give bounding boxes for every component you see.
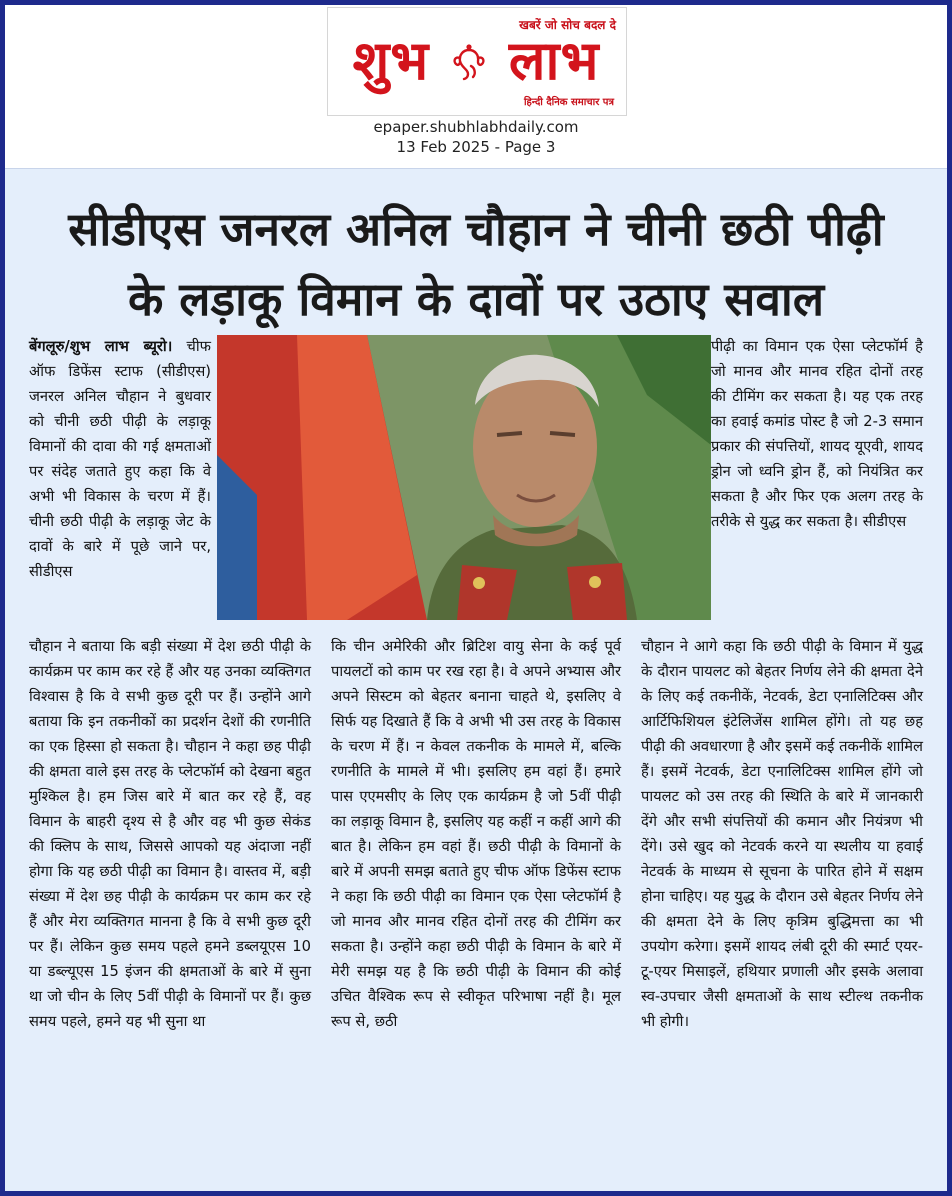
column-3-top: [711, 334, 923, 534]
column-1-top: [29, 334, 211, 584]
photo-image: [217, 335, 711, 620]
logo-wordmark: [338, 29, 614, 92]
column-2: [331, 634, 621, 1034]
dateline: बेंगलूरु/शुभ लाभ ब्यूरो।: [29, 338, 173, 355]
column-3-bottom: [641, 634, 923, 1034]
headline-line-2: के लड़ाकू विमान के दावों पर उठाए सवाल: [127, 272, 825, 326]
source-url[interactable]: epaper.shubhlabhdaily.com: [373, 118, 579, 136]
article-photo: [217, 335, 711, 620]
ganesh-icon: [449, 44, 489, 84]
logo-subtitle: हिन्दी दैनिक समाचार पत्र: [523, 97, 614, 108]
article-clipping: [5, 168, 947, 1191]
source-date-page: 13 Feb 2025 - Page 3: [396, 138, 556, 156]
headline-line-1: सीडीएस जनरल अनिल चौहान ने चीनी छठी पीढ़ी: [68, 202, 884, 256]
page-frame: [5, 5, 947, 1191]
column-2-text: कि चीन अमेरिकी और ब्रिटिश वायु सेना के कई पूर्व पायलटों को काम पर रख रहा है। वे अपने अभ्यास और अपने सिस्टम को बेहतर बनाना चाहते थे, इसलिए वे सिर्फ यह दिखाते हैं कि वे अभी भी उस तरह के विकास के चरण में हैं। न केवल तकनीक के मामले में, बल्कि रणनीति के मामले में भी। इसलिए हम वहां हैं। हमारे पास एएमसीए के लिए एक कार्यक्रम है जो 5वीं पीढ़ी का लड़ाकू विमान है, इसलिए यह कहीं न कहीं आगे की बात है। लेकिन हम वहां हैं। छठी पीढ़ी के विमानों के बारे में अपनी समझ बताते हुए चीफ ऑफ डिफेंस स्टाफ ने कहा कि छठी पीढ़ी का विमान एक ऐसा प्लेटफॉर्म है जो मानव और मानव रहित दोनों तरह की टीमिंग कर सकता है। उन्होंने कहा छठी पीढ़ी के विमान के बारे में मेरी समझ यह है कि छठी पीढ़ी के विमान की कोई उचित वैश्विक रूप से स्वीकृत परिभाषा नहीं है। मूल रूप से, छठी: [331, 638, 621, 1030]
logo-tagline: खबरें जो सोच बदल दे: [519, 18, 616, 32]
column-1-bottom-text: चौहान ने बताया कि बड़ी संख्या में देश छठी पीढ़ी के कार्यक्रम पर काम कर रहे हैं और यह उनका व्यक्तिगत विश्वास है कि वे सभी कुछ दूरी पर हैं। उन्होंने आगे बताया कि इन तकनीकों का प्रदर्शन देशों की रणनीति का एक हिस्सा हो सकता है। चौहान ने कहा छह पीढ़ी की क्षमता वाले इस तरह के प्लेटफॉर्म को देखना बहुत मुश्किल है। हम जिस बारे में बात कर रहे हैं, वह विमान के बाहरी दृश्य से है और वह भी कुछ सेकंड की क्लिप के साथ, जिससे आपको यह अंदाजा नहीं होगा कि यह छठी पीढ़ी का विमान है। वास्तव में, बड़ी संख्या में देश छह पीढ़ी के कार्यक्रम पर काम कर रहे हैं और मेरा व्यक्तिगत मानना है कि वे सभी कुछ दूरी पर हैं। लेकिन कुछ समय पहले हमने डब्लयूएस 10 या डब्ल्यूएस 15 इंजन की क्षमताओं के बारे में सुना था जो चीन के लिए 5वीं पीढ़ी के विमानों पर हैं। कुछ समय पहले, हमने यह भी सुना था: [29, 638, 311, 1030]
column-3-bottom-text: चौहान ने आगे कहा कि छठी पीढ़ी के विमान में युद्ध के दौरान पायलट को बेहतर निर्णय लेने की क्षमता देने के लिए कई तकनीकें, नेटवर्क, डेटा एनालिटिक्स और आर्टिफिशियल इंटेलिजेंस शामिल होंगे। तो यह छह पीढ़ी की अवधारणा है और इसमें कई तकनीकें शामिल हैं। इसमें नेटवर्क, डेटा एनालिटिक्स शामिल होंगे जो पायलट को उस तरह की स्थिति के बारे में जानकारी देंगे और सभी संपत्तियों की कमान और नियंत्रण भी देंगे। उसे खुद को नेटवर्क करने या स्थलीय या हवाई नेटवर्क के माध्यम से सूचना के पारित होने में सक्षम होना चाहिए। यह युद्ध के दौरान उसे बेहतर निर्णय लेने की क्षमता देने के लिए कृत्रिम बुद्धिमत्ता का भी उपयोग करेगा। इसमें शायद लंबी दूरी की स्मार्ट एयर-टू-एयर मिसाइलें, हथियार प्रणाली और इसके अलावा स्व-उपचार जैसी क्षमताओं के साथ स्टील्थ तकनीक भी होगी।: [641, 638, 923, 1030]
brand-left: शुभ: [352, 29, 430, 92]
column-1-top-text: चीफ ऑफ डिफेंस स्टाफ (सीडीएस) जनरल अनिल चौहान ने बुधवार को चीनी छठी पीढ़ी के लड़ाकू विमानों की दावा की गई क्षमताओं पर संदेह जताते हुए कहा कि वे अभी भी विकास के चरण में हैं। चीनी छठी पीढ़ी के लड़ाकू जेट के दावों के बारे में पूछे जाने पर, सीडीएस: [29, 338, 211, 580]
logo[interactable]: [327, 7, 627, 116]
column-3-top-text: पीढ़ी का विमान एक ऐसा प्लेटफॉर्म है जो मानव और मानव रहित दोनों तरह की टीमिंग कर सकता है। यह एक तरह का हवाई कमांड पोस्ट है जो 2-3 समान प्रकार की संपत्तियों, शायद यूएवी, शायद ड्रोन जो ध्वनि ड्रोन हैं, को नियंत्रित कर सकता है और फिर एक अलग तरह के तरीके से युद्ध कर सकता है। सीडीएस: [711, 338, 923, 530]
masthead-area: [5, 5, 947, 168]
brand-right: लाभ: [508, 29, 600, 92]
column-1-bottom: [29, 634, 311, 1034]
